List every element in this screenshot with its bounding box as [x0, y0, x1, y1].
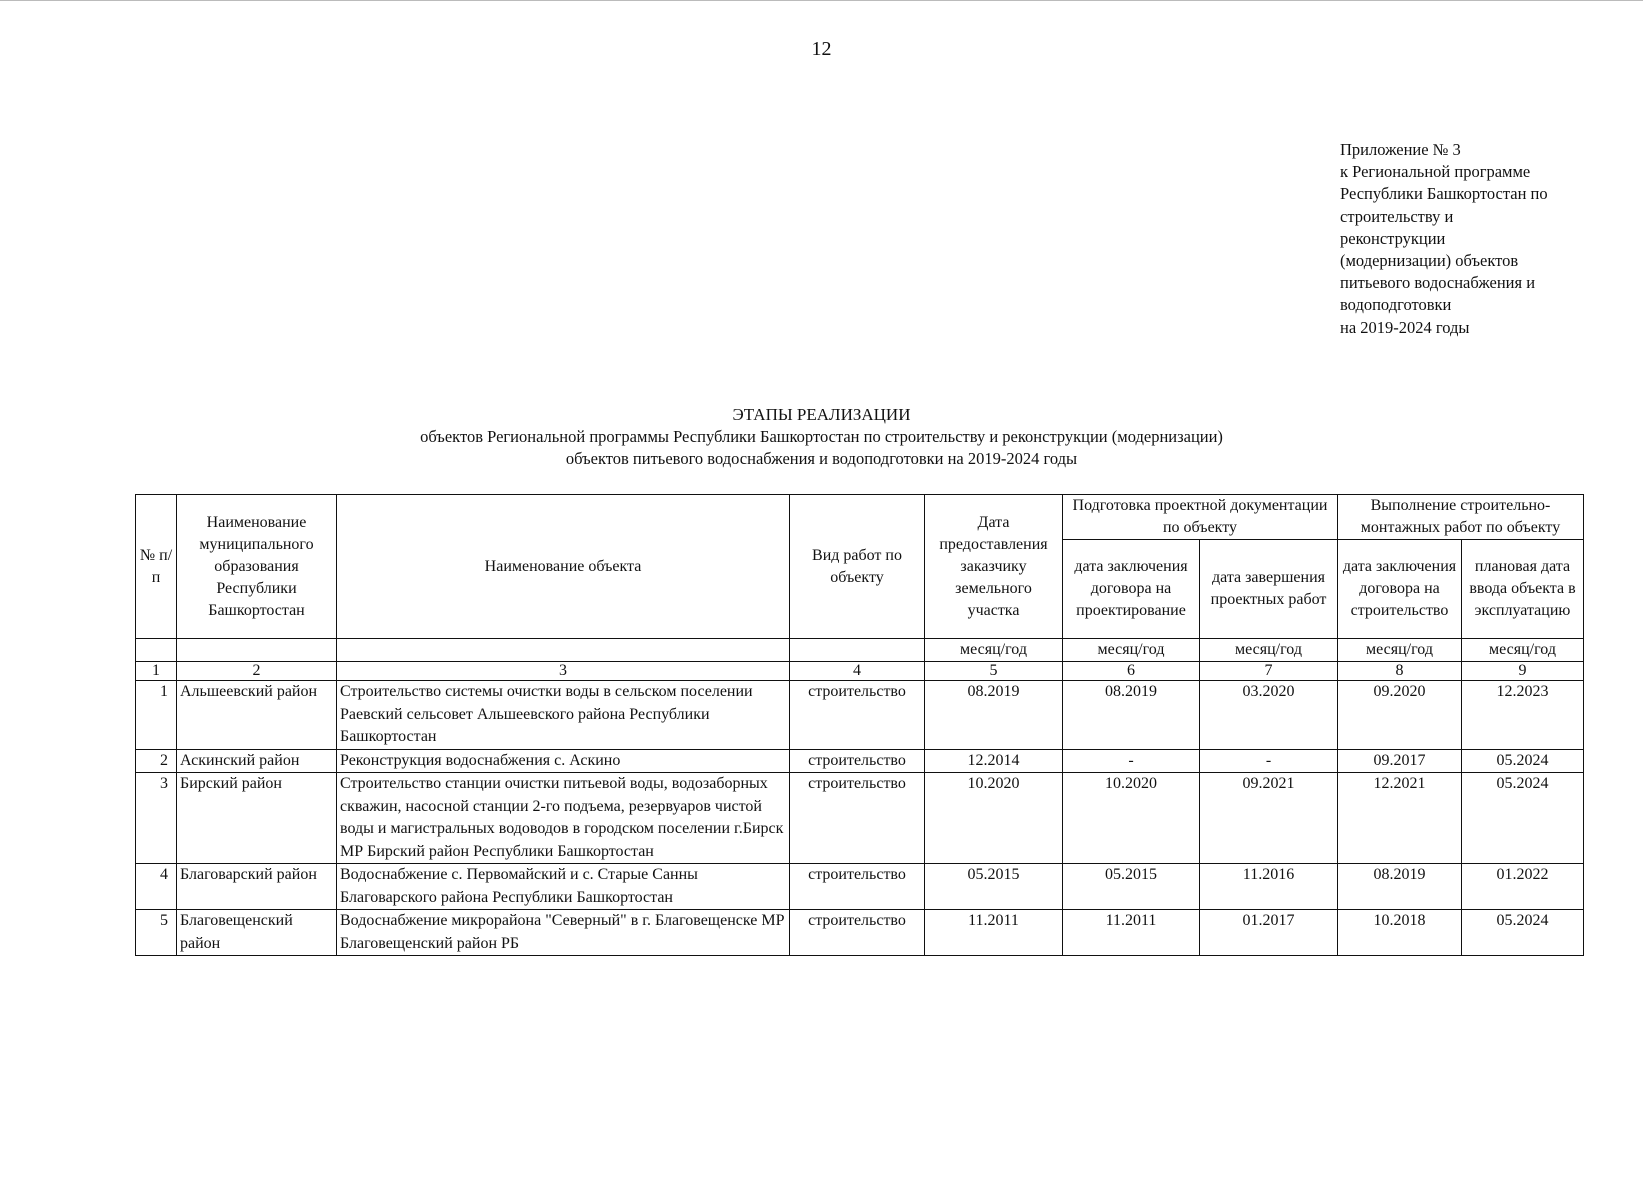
appendix-line: реконструкции	[1340, 228, 1446, 248]
header-commissioning: плановая дата ввода объекта в эксплуатацию	[1462, 540, 1584, 639]
appendix-line: (модернизации) объектов	[1340, 251, 1519, 271]
title-line-1: объектов Региональной программы Республики Башкортостан по строительству и реконструкции (модернизации)	[420, 427, 1223, 446]
header-row-units	[136, 639, 1584, 662]
column-number: 5	[925, 662, 1063, 681]
column-number: 8	[1338, 662, 1462, 681]
municipality-cell: Альшеевский район	[177, 681, 337, 750]
column-number: 7	[1200, 662, 1338, 681]
appendix-line: водоподготовки	[1340, 295, 1452, 315]
column-number: 2	[177, 662, 337, 681]
table-row	[136, 749, 1584, 773]
header-design-finish: дата завершения проектных работ	[1200, 540, 1338, 639]
design-contract-cell: 08.2019	[1063, 681, 1200, 750]
land-date-cell: 10.2020	[925, 773, 1063, 864]
commissioning-cell: 05.2024	[1462, 910, 1584, 956]
build-contract-cell: 08.2019	[1338, 864, 1462, 910]
table-row	[136, 910, 1584, 956]
commissioning-cell: 05.2024	[1462, 773, 1584, 864]
appendix-line: к Региональной программе	[1340, 162, 1531, 182]
unit-cell: месяц/год	[1338, 639, 1462, 662]
column-number: 1	[136, 662, 177, 681]
column-number: 4	[790, 662, 925, 681]
unit-cell: месяц/год	[1063, 639, 1200, 662]
unit-cell-empty	[177, 639, 337, 662]
unit-cell-empty	[790, 639, 925, 662]
header-object: Наименование объекта	[337, 495, 790, 639]
build-contract-cell: 09.2017	[1338, 749, 1462, 773]
land-date-cell: 12.2014	[925, 749, 1063, 773]
municipality-cell: Благоварский район	[177, 864, 337, 910]
design-finish-cell: 01.2017	[1200, 910, 1338, 956]
design-contract-cell: 11.2011	[1063, 910, 1200, 956]
header-design-group: Подготовка проектной документации по объекту	[1063, 495, 1338, 540]
header-work-type: Вид работ по объекту	[790, 495, 925, 639]
object-cell: Строительство станции очистки питьевой воды, водозаборных скважин, насосной станции 2-го подъема, резервуаров чистой воды и магистральных водоводов в городском поселении г.Бирск МР Бирский район Республики Башкортостан	[337, 773, 790, 864]
design-contract-cell: 05.2015	[1063, 864, 1200, 910]
column-number: 6	[1063, 662, 1200, 681]
design-finish-cell: 09.2021	[1200, 773, 1338, 864]
title-line-2: объектов питьевого водоснабжения и водоподготовки на 2019-2024 годы	[565, 449, 1078, 468]
row-number: 2	[136, 749, 177, 773]
header-build-contract: дата заключения договора на строительство	[1338, 540, 1462, 639]
work-type-cell: строительство	[790, 864, 925, 910]
unit-cell-empty	[136, 639, 177, 662]
land-date-cell: 05.2015	[925, 864, 1063, 910]
unit-cell: месяц/год	[1462, 639, 1584, 662]
header-build-group: Выполнение строительно-монтажных работ по объекту	[1338, 495, 1584, 540]
commissioning-cell: 01.2022	[1462, 864, 1584, 910]
municipality-cell: Благовещенский район	[177, 910, 337, 956]
build-contract-cell: 10.2018	[1338, 910, 1462, 956]
header-municipality: Наименование муниципального образования Республики Башкортостан	[177, 495, 337, 639]
appendix-note	[1340, 139, 1610, 339]
municipality-cell: Аскинский район	[177, 749, 337, 773]
row-number: 3	[136, 773, 177, 864]
row-number: 4	[136, 864, 177, 910]
design-finish-cell: 03.2020	[1200, 681, 1338, 750]
land-date-cell: 11.2011	[925, 910, 1063, 956]
table-row	[136, 773, 1584, 864]
header-land-date: Дата предоставления заказчику земельного участка	[925, 495, 1063, 639]
work-type-cell: строительство	[790, 773, 925, 864]
column-number: 9	[1462, 662, 1584, 681]
stages-table	[135, 494, 1584, 956]
page-number: 12	[811, 38, 832, 60]
unit-cell: месяц/год	[925, 639, 1063, 662]
work-type-cell: строительство	[790, 681, 925, 750]
table-row	[136, 864, 1584, 910]
table-row	[136, 681, 1584, 750]
header-row-top	[136, 495, 1584, 540]
commissioning-cell: 12.2023	[1462, 681, 1584, 750]
object-cell: Строительство системы очистки воды в сельском поселении Раевский сельсовет Альшеевского района Республики Башкортостан	[337, 681, 790, 750]
row-number: 5	[136, 910, 177, 956]
header-num: № п/п	[136, 495, 177, 639]
object-cell: Реконструкция водоснабжения с. Аскино	[337, 749, 790, 773]
land-date-cell: 08.2019	[925, 681, 1063, 750]
design-finish-cell: -	[1200, 749, 1338, 773]
build-contract-cell: 09.2020	[1338, 681, 1462, 750]
row-number: 1	[136, 681, 177, 750]
work-type-cell: строительство	[790, 910, 925, 956]
document-title	[0, 404, 1643, 470]
column-number: 3	[337, 662, 790, 681]
appendix-line: питьевого водоснабжения и	[1340, 273, 1536, 293]
page-top-rule	[0, 0, 1643, 1]
appendix-line: Республики Башкортостан по	[1340, 184, 1548, 204]
appendix-line: на 2019-2024 годы	[1340, 317, 1470, 337]
column-number-row	[136, 662, 1584, 681]
appendix-line: Приложение № 3	[1340, 140, 1461, 159]
commissioning-cell: 05.2024	[1462, 749, 1584, 773]
unit-cell-empty	[337, 639, 790, 662]
header-design-contract: дата заключения договора на проектирование	[1063, 540, 1200, 639]
design-finish-cell: 11.2016	[1200, 864, 1338, 910]
municipality-cell: Бирский район	[177, 773, 337, 864]
work-type-cell: строительство	[790, 749, 925, 773]
unit-cell: месяц/год	[1200, 639, 1338, 662]
title-main: ЭТАПЫ РЕАЛИЗАЦИИ	[732, 405, 911, 424]
object-cell: Водоснабжение с. Первомайский и с. Старые Санны Благоварского района Республики Башкортостан	[337, 864, 790, 910]
build-contract-cell: 12.2021	[1338, 773, 1462, 864]
object-cell: Водоснабжение микрорайона "Северный" в г. Благовещенске МР Благовещенский район РБ	[337, 910, 790, 956]
design-contract-cell: 10.2020	[1063, 773, 1200, 864]
design-contract-cell: -	[1063, 749, 1200, 773]
appendix-line: строительству и	[1340, 206, 1454, 226]
